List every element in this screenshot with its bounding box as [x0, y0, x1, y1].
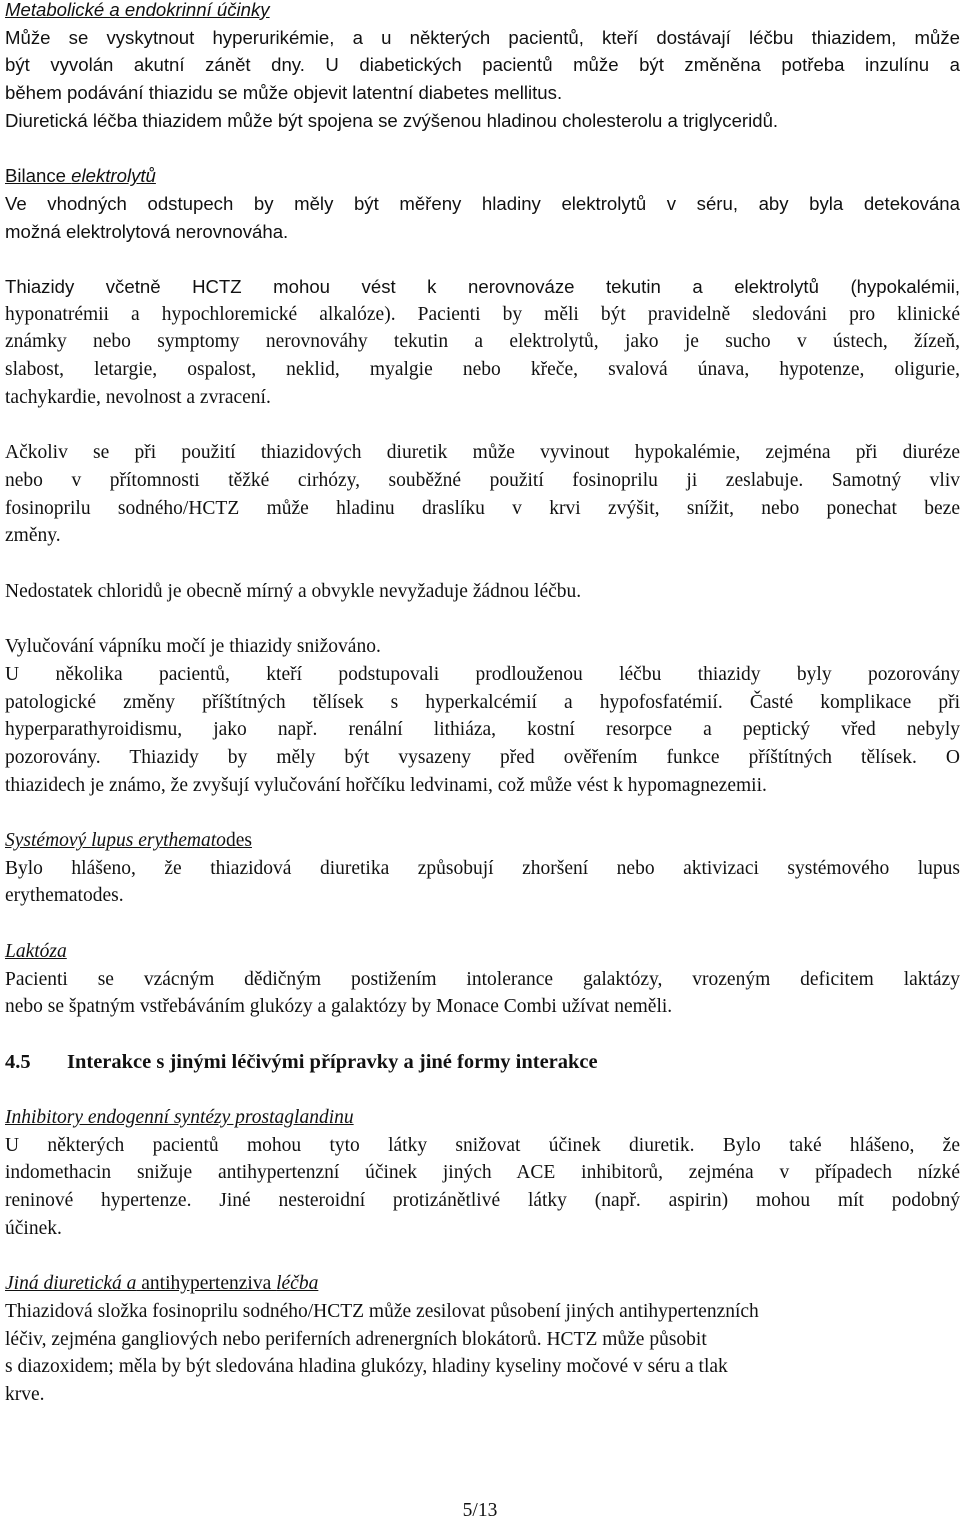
- thiazides-line-3: známky nebo symptomy nerovnováhy tekutin a elektrolytů, jako je sucho v ústech, žízeň,: [5, 331, 960, 353]
- chloride-paragraph: Nedostatek chloridů je obecně mírný a obvykle nevyžaduje žádnou léčbu.: [5, 580, 582, 602]
- lactose-line-2: nebo se špatným vstřebáváním glukózy a galaktózy by Monace Combi užívat neměli.: [5, 996, 673, 1018]
- metabolic-line-1: Může se vyskytnout hyperurikémie, a u některých pacientů, kteří dostávají léčbu thiazidem, může: [5, 26, 960, 48]
- hypokalemia-line-2: nebo v přítomnosti těžké cirhózy, souběžné použití fosinoprilu ji zeslabuje. Samotný vliv: [5, 469, 960, 491]
- electrolyte-heading: [5, 162, 960, 190]
- hypokalemia-line-1: Ačkoliv se při použití thiazidových diuretik může vyvinout hypokalémie, zejména při diuréze: [5, 442, 960, 464]
- hypokalemia-paragraph: [5, 439, 960, 550]
- electrolyte-line-2: možná elektrolytová nerovnováha.: [5, 220, 289, 242]
- lactose-line-1: Pacienti se vzácným dědičným postižením intolerance galaktózy, vrozeným deficitem laktázy: [5, 968, 960, 990]
- electrolyte-balance-section: [5, 162, 960, 245]
- section-heading: [5, 1049, 960, 1077]
- section-number: 4.5: [5, 1050, 31, 1073]
- calcium-paragraph: [5, 633, 960, 799]
- other-diuretics-line-3: s diazoxidem; měla by být sledována hladina glukózy, hladiny kyseliny močové v séru a tlak: [5, 1356, 728, 1378]
- metabolic-line-4: Diuretická léčba thiazidem může být spojena se zvýšenou hladinou cholesterolu a triglyceridů.: [5, 109, 779, 131]
- calcium-line-5: pozorovány. Thiazidy by měly být vysazeny před ověřením funkce příštítných tělísek. O: [5, 746, 960, 768]
- other-diuretics-heading: [5, 1270, 960, 1298]
- metabolic-line-3: během podávání thiazidu se může objevit latentní diabetes mellitus.: [5, 82, 563, 104]
- prostaglandin-line-2: indomethacin snižuje antihypertenzní účinek jiných ACE inhibitorů, zejména v případech nízké: [5, 1162, 960, 1184]
- lupus-heading-italic: Systémový lupus erythemato: [5, 830, 226, 851]
- page-number: 5/13: [462, 1500, 498, 1521]
- document-page: [5, 0, 960, 1409]
- other-diuretics-line-4: krve.: [5, 1384, 45, 1405]
- metabolic-line-2: být vyvolán akutní zánět dny. U diabetických pacientů může být změněna potřeba inzulínu a: [5, 54, 960, 76]
- hypokalemia-line-4: změny.: [5, 525, 61, 547]
- lupus-heading-plain: des: [225, 830, 252, 851]
- prostaglandin-line-3: reninové hypertenze. Jiné nesteroidní protizánětlivé látky (např. aspirin) mohou mít podobný: [5, 1190, 960, 1212]
- other-diuretics-heading-italic-2: léčba: [276, 1273, 319, 1295]
- thiazides-line-4: slabost, letargie, ospalost, neklid, myalgie nebo křeče, svalová únava, hypotenze, oligurie,: [5, 359, 960, 381]
- metabolic-section: [5, 0, 960, 135]
- prostaglandin-line-4: účinek.: [5, 1217, 62, 1239]
- thiazides-line-1: Thiazidy včetně HCTZ mohou vést k nerovnováze tekutin a elektrolytů (hypokalémii,: [5, 276, 960, 297]
- lupus-line-1: Bylo hlášeno, že thiazidová diuretika způsobují zhoršení nebo aktivizaci systémového lupus: [5, 857, 960, 879]
- other-diuretics-line-1: Thiazidová složka fosinoprilu sodného/HCTZ může zesilovat působení jiných antihypertenzních: [5, 1300, 759, 1322]
- calcium-line-6: thiazidech je známo, že zvyšují vylučování hořčíku ledvinami, což může vést k hypomagnezemii.: [5, 774, 767, 796]
- thiazides-paragraph: [5, 273, 960, 412]
- other-diuretics-line-2: léčiv, zejména gangliových nebo periferních adrenergních blokátorů. HCTZ může působit: [5, 1328, 707, 1350]
- prostaglandin-section: [5, 1104, 960, 1243]
- other-diuretics-heading-italic-1: Jiná diuretická a: [5, 1273, 137, 1295]
- calcium-line-1: Vylučování vápníku močí je thiazidy snižováno.: [5, 636, 381, 658]
- lupus-heading: [5, 827, 960, 855]
- electrolyte-heading-plain: Bilance: [5, 165, 72, 187]
- hypokalemia-line-3: fosinoprilu sodného/HCTZ může hladinu draslíku v krvi zvýšit, snížit, nebo ponechat beze: [5, 497, 960, 519]
- section-title: Interakce s jinými léčivými přípravky a jiné formy interakce: [67, 1050, 598, 1073]
- metabolic-heading: Metabolické a endokrinní účinky: [5, 0, 270, 20]
- calcium-line-3: patologické změny příštítných tělísek s hyperkalcémií a hypofosfatémií. Časté komplikace při: [5, 691, 960, 713]
- thiazides-line-5: tachykardie, nevolnost a zvracení.: [5, 386, 271, 408]
- thiazides-line-2: hyponatrémii a hypochloremické alkalóze). Pacienti by měli být pravidelně sledováni pro klinické: [5, 303, 960, 325]
- calcium-line-4: hyperparathyroidismu, jako např. renální lithiáza, kostní resorpce a peptický vřed nebyly: [5, 719, 960, 741]
- electrolyte-line-1: Ve vhodných odstupech by měly být měřeny hladiny elektrolytů v séru, aby byla detekována: [5, 192, 960, 214]
- lactose-heading: Laktóza: [5, 940, 67, 962]
- prostaglandin-line-1: U některých pacientů mohou tyto látky snižovat účinek diuretik. Bylo také hlášeno, že: [5, 1134, 960, 1156]
- prostaglandin-heading: Inhibitory endogenní syntézy prostaglandinu: [5, 1106, 354, 1128]
- lupus-section: [5, 827, 960, 910]
- other-diuretics-section: [5, 1270, 960, 1409]
- calcium-line-2: U několika pacientů, kteří podstupovali prodlouženou léčbu thiazidy byly pozorovány: [5, 663, 960, 685]
- other-diuretics-heading-plain: antihypertenziva: [136, 1273, 277, 1295]
- lactose-section: [5, 938, 960, 1021]
- electrolyte-heading-italic: elektrolytů: [71, 165, 156, 187]
- lupus-line-2: erythematodes.: [5, 885, 124, 907]
